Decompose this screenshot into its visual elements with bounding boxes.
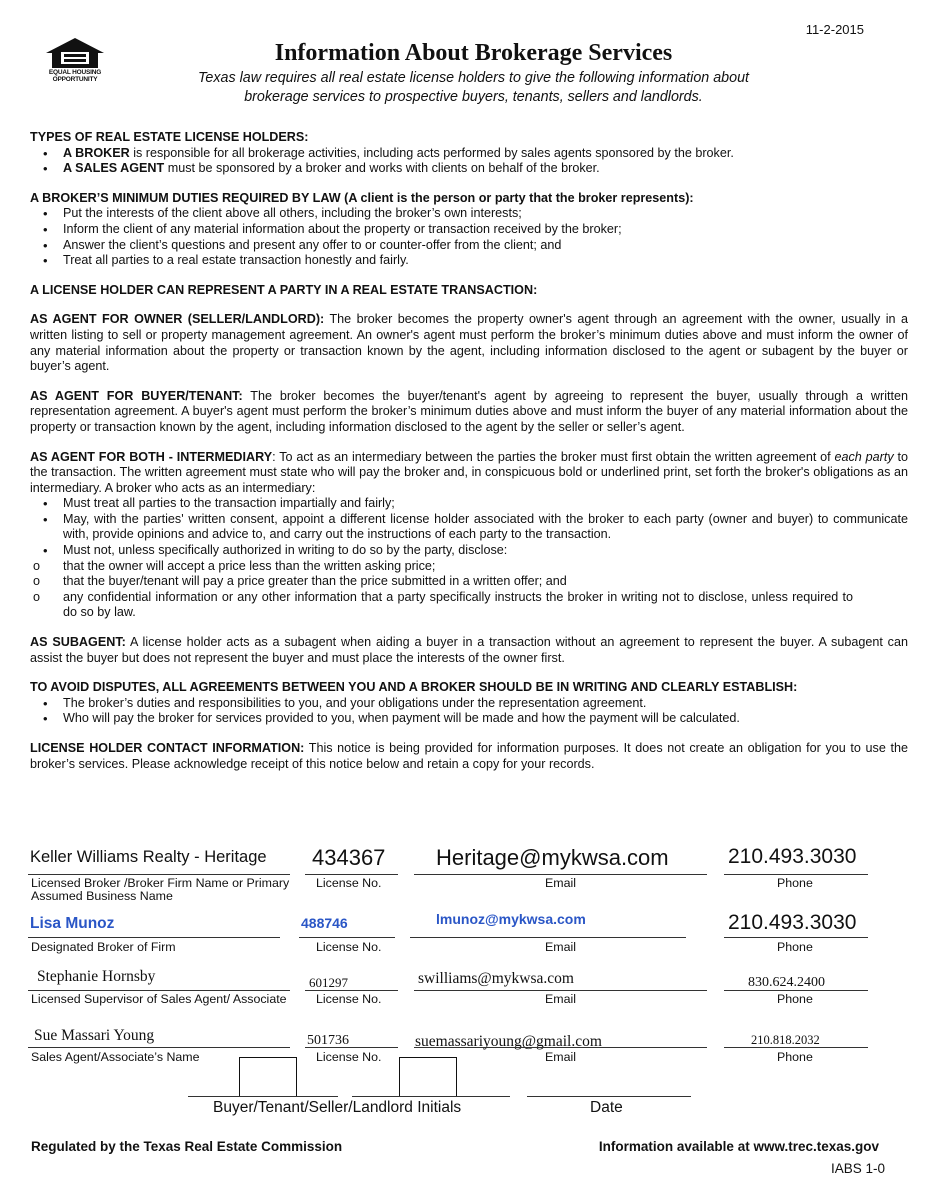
- broker-firm-name-label: Licensed Broker /Broker Firm Name or Primary Assumed Business Name: [31, 876, 290, 903]
- page-subtitle: [140, 69, 807, 107]
- list-item: o that the owner will accept a price less than the written asking price;: [30, 559, 908, 575]
- divider: [724, 874, 868, 875]
- seller-initials-box[interactable]: [399, 1057, 457, 1097]
- contact-paragraph: [30, 741, 908, 772]
- divider: [414, 874, 707, 875]
- license-label: License No.: [316, 940, 382, 954]
- list-item: • Must not, unless specifically authorized in writing to do so by the party, disclose:: [30, 543, 908, 559]
- represent-heading: A LICENSE HOLDER CAN REPRESENT A PARTY IN A REAL ESTATE TRANSACTION:: [30, 282, 538, 297]
- contact-term: LICENSE HOLDER CONTACT INFORMATION:: [30, 741, 305, 755]
- license-label: License No.: [316, 992, 382, 1006]
- email-label: Email: [545, 876, 576, 890]
- designated-broker-field[interactable]: Lisa Munoz: [30, 915, 115, 932]
- buyer-term: AS AGENT FOR BUYER/TENANT:: [30, 388, 243, 403]
- sales-agent-name-field[interactable]: Sue Massari Young: [34, 1027, 155, 1044]
- divider: [414, 1047, 707, 1048]
- email-label: Email: [545, 1050, 576, 1064]
- divider: [299, 937, 395, 938]
- list-item: • Answer the client’s questions and present any offer to or counter-offer from the client; and: [30, 238, 908, 254]
- owner-text: The broker becomes the property owner's agent through an agreement with the owner, usually in a written listing to sell or property management agreement. An owner's agent must perform the broker’s minimum duties above and must inform the owner of any material information about the property or transaction known by the agent, including information disclosed to the agent or subagent by the buyer or buyer’s agent.: [30, 312, 909, 374]
- broker-phone-field[interactable]: 210.493.3030: [728, 845, 857, 868]
- supervisor-email-field[interactable]: swilliams@mykwsa.com: [418, 970, 574, 987]
- phone-label: Phone: [777, 876, 813, 890]
- logo-text-2: OPPORTUNITY: [52, 76, 98, 83]
- subagent-term: AS SUBAGENT:: [30, 635, 126, 650]
- date-label: Date: [590, 1099, 623, 1116]
- sales-agent-email-field[interactable]: suemassariyoung@gmail.com: [415, 1033, 602, 1050]
- supervisor-license-field[interactable]: 601297: [309, 975, 348, 990]
- designated-phone-field[interactable]: 210.493.3030: [728, 911, 857, 934]
- list-item: • Treat all parties to a real estate transaction honestly and fairly.: [30, 253, 908, 269]
- divider: [527, 1096, 691, 1097]
- broker-text: is responsible for all brokerage activities, including acts performed by sales agents sponsored by the broker.: [129, 145, 734, 160]
- supervisor-name-field[interactable]: Stephanie Hornsby: [37, 968, 156, 985]
- disputes-list: [30, 696, 908, 727]
- intermediary-italic: each party: [834, 449, 894, 464]
- divider: [28, 990, 290, 991]
- divider: [724, 937, 868, 938]
- sales-agent-license-field[interactable]: 501736: [307, 1033, 349, 1048]
- duties-list: [30, 206, 908, 268]
- designated-license-field[interactable]: 488746: [301, 915, 348, 931]
- divider: [352, 1096, 510, 1097]
- list-item: • Who will pay the broker for services provided to you, when payment will be made and how the payment will be calculated.: [30, 711, 908, 727]
- list-item: • The broker’s duties and responsibilities to you, and your obligations under the representation agreement.: [30, 696, 908, 712]
- list-item: • May, with the parties' written consent, appoint a different license holder associated with the broker to each party (owner and buyer) to communicate with, provide opinions and advice to, and carry out the instructions of each party to the transaction.: [30, 512, 908, 543]
- divider: [724, 1047, 868, 1048]
- list-item: • Put the interests of the client above all others, including the broker’s own interests;: [30, 206, 908, 222]
- list-item: • Must treat all parties to the transaction impartially and fairly;: [30, 496, 908, 512]
- page-title: Information About Brokerage Services: [274, 40, 673, 66]
- supervisor-phone-field[interactable]: 830.624.2400: [748, 975, 825, 990]
- intermediary-paragraph: [30, 450, 908, 497]
- buyer-paragraph: [30, 389, 908, 436]
- phone-label: Phone: [777, 992, 813, 1006]
- intermediary-list: [30, 496, 908, 558]
- divider: [28, 937, 280, 938]
- subagent-text: A license holder acts as a subagent when aiding a buyer in a transaction without an agreement to represent the buyer. A subagent can assist the buyer but does not represent the buyer and must place the interests of the owner first.: [30, 635, 908, 665]
- owner-term: AS AGENT FOR OWNER (SELLER/LANDLORD):: [30, 312, 325, 327]
- phone-label: Phone: [777, 940, 813, 954]
- divider: [414, 990, 707, 991]
- subagent-paragraph: [30, 635, 908, 666]
- broker-firm-name-field[interactable]: Keller Williams Realty - Heritage: [30, 848, 267, 866]
- disclose-sublist: [30, 559, 908, 621]
- designated-email-field[interactable]: lmunoz@mykwsa.com: [436, 911, 586, 927]
- buyer-text: The broker becomes the buyer/tenant's agent by agreeing to represent the buyer, usually through a written representation agreement. A buyer's agent must perform the broker’s minimum duties above and must inform the buyer of any material information about the property or transaction known by the agent, including information disclosed to the agent by the seller or seller’s agent.: [30, 388, 909, 434]
- license-label: License No.: [316, 1050, 382, 1064]
- divider: [724, 990, 868, 991]
- list-item: o any confidential information or any other information that a party specifically instructs the broker in writing not to disclose, unless required to do so by law.: [30, 590, 908, 621]
- footer-info: Information available at www.trec.texas.gov: [598, 1139, 879, 1154]
- types-heading: TYPES OF REAL ESTATE LICENSE HOLDERS:: [30, 130, 309, 144]
- broker-email-field[interactable]: Heritage@mykwsa.com: [436, 845, 669, 870]
- duties-heading: A BROKER’S MINIMUM DUTIES REQUIRED BY LAW (A client is the person or party that the broker represents):: [30, 190, 694, 205]
- footer-regulated: Regulated by the Texas Real Estate Commission: [31, 1139, 343, 1154]
- intermediary-text-1: : To act as an intermediary between the parties the broker must first obtain the written agreement of: [272, 449, 835, 464]
- list-item: [30, 146, 908, 162]
- license-label: License No.: [316, 876, 382, 890]
- divider: [28, 874, 290, 875]
- form-date: 11-2-2015: [805, 22, 864, 37]
- divider: [28, 1047, 290, 1048]
- divider: [305, 874, 398, 875]
- logo-text-1: EQUAL HOUSING: [48, 69, 102, 76]
- broker-term: A BROKER: [63, 145, 130, 160]
- subtitle-line-1: Texas law requires all real estate license holders to give the following information about: [197, 70, 749, 86]
- agent-text: must be sponsored by a broker and works with clients on behalf of the broker.: [164, 161, 600, 176]
- buyer-initials-box[interactable]: [239, 1057, 297, 1097]
- phone-label: Phone: [777, 1050, 813, 1064]
- intermediary-term: AS AGENT FOR BOTH - INTERMEDIARY: [30, 449, 273, 464]
- initials-label: Buyer/Tenant/Seller/Landlord Initials: [213, 1099, 462, 1116]
- list-item: o that the buyer/tenant will pay a price greater than the price submitted in a written offer; and: [30, 574, 908, 590]
- divider: [305, 990, 398, 991]
- supervisor-label: Licensed Supervisor of Sales Agent/ Associate: [31, 992, 287, 1006]
- email-label: Email: [545, 940, 576, 954]
- list-item: [30, 161, 908, 177]
- divider: [188, 1096, 338, 1097]
- contact-text: This notice is being provided for information purposes. It does not create an obligation for you to use the broker’s services. Please acknowledge receipt of this notice below and retain a copy for your records.: [30, 741, 908, 771]
- owner-paragraph: [30, 312, 908, 374]
- agent-term: A SALES AGENT: [63, 161, 165, 176]
- document-body: [30, 130, 908, 772]
- subtitle-line-2: brokerage services to prospective buyers, tenants, sellers and landlords.: [244, 89, 703, 105]
- divider: [305, 1047, 398, 1048]
- divider: [410, 937, 686, 938]
- disputes-heading: TO AVOID DISPUTES, ALL AGREEMENTS BETWEEN YOU AND A BROKER SHOULD BE IN WRITING AND CLEARLY ESTABLISH:: [30, 680, 798, 695]
- form-id: IABS 1-0: [830, 1161, 885, 1176]
- designated-broker-label: Designated Broker of Firm: [31, 940, 176, 954]
- list-item: • Inform the client of any material information about the property or transaction received by the broker;: [30, 222, 908, 238]
- sales-agent-phone-field[interactable]: 210.818.2032: [751, 1033, 820, 1047]
- email-label: Email: [545, 992, 576, 1006]
- types-list: [30, 146, 908, 177]
- intermediary-text-2: to the transaction. The written agreement must state who will pay the broker and, in conspicuous bold or underlined print, set forth the broker's obligations as an intermediary. A broker who acts as an intermediary:: [30, 449, 908, 495]
- sales-agent-label: Sales Agent/Associate’s Name: [31, 1050, 200, 1064]
- broker-license-field[interactable]: 434367: [312, 845, 386, 870]
